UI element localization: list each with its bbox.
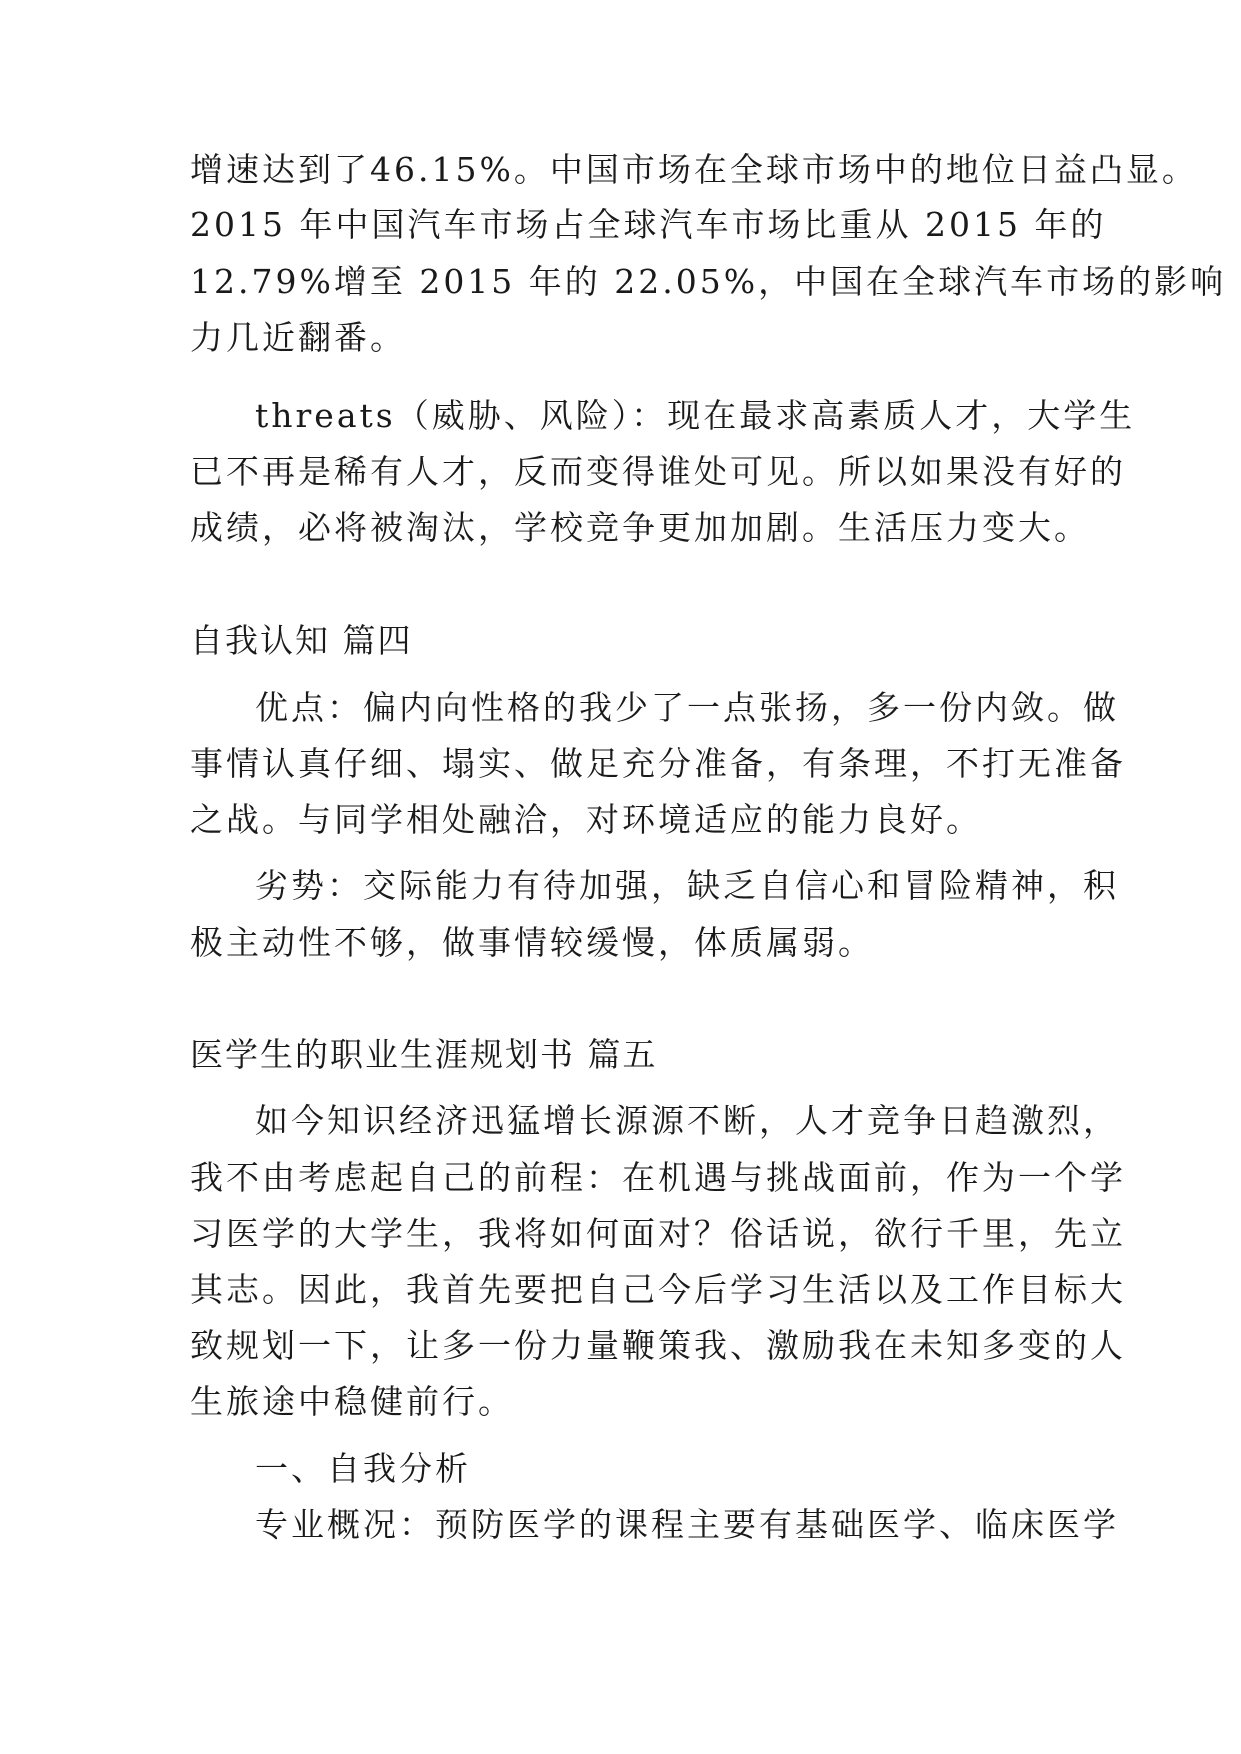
text-line: 已不再是稀有人才，反而变得谁处可见。所以如果没有好的 — [190, 452, 1126, 491]
text-line: 12.79%增至 2015 年的 22.05%，中国在全球汽车市场的影响 — [190, 262, 1227, 301]
text-line: 力几近翻番。 — [190, 318, 406, 357]
paragraph-first-line: 如今知识经济迅猛增长源源不断，人才竞争日趋激烈， — [255, 1101, 1119, 1140]
paragraph-first-line: 专业概况：预防医学的课程主要有基础医学、临床医学 — [255, 1505, 1119, 1544]
text-line: 致规划一下，让多一份力量鞭策我、激励我在未知多变的人 — [190, 1326, 1126, 1365]
paragraph-first-line: 劣势：交际能力有待加强，缺乏自信心和冒险精神，积 — [255, 866, 1119, 905]
text-line: 成绩，必将被淘汰，学校竞争更加加剧。生活压力变大。 — [190, 508, 1090, 547]
text-line: 之战。与同学相处融洽，对环境适应的能力良好。 — [190, 800, 982, 839]
section-heading: 医学生的职业生涯规划书 篇五 — [190, 1035, 658, 1074]
text-line: 其志。因此，我首先要把自己今后学习生活以及工作目标大 — [190, 1270, 1126, 1309]
text-line: 极主动性不够，做事情较缓慢，体质属弱。 — [190, 923, 874, 962]
text-line: 事情认真仔细、塌实、做足充分准备，有条理，不打无准备 — [190, 744, 1126, 783]
text-line: 习医学的大学生，我将如何面对？俗话说，欲行千里，先立 — [190, 1214, 1126, 1253]
text-line: 我不由考虑起自己的前程：在机遇与挑战面前，作为一个学 — [190, 1158, 1126, 1197]
text-line: 增速达到了46.15%。中国市场在全球市场中的地位日益凸显。 — [190, 150, 1198, 189]
section-heading: 自我认知 篇四 — [190, 621, 413, 660]
paragraph-first-line: threats（威胁、风险）：现在最求高素质人才，大学生 — [255, 396, 1136, 435]
paragraph-first-line: 优点：偏内向性格的我少了一点张扬，多一份内敛。做 — [255, 688, 1119, 727]
text-line: 2015 年中国汽车市场占全球汽车市场比重从 2015 年的 — [190, 205, 1107, 244]
text-line: 生旅途中稳健前行。 — [190, 1382, 514, 1421]
subheading: 一、自我分析 — [255, 1449, 471, 1488]
